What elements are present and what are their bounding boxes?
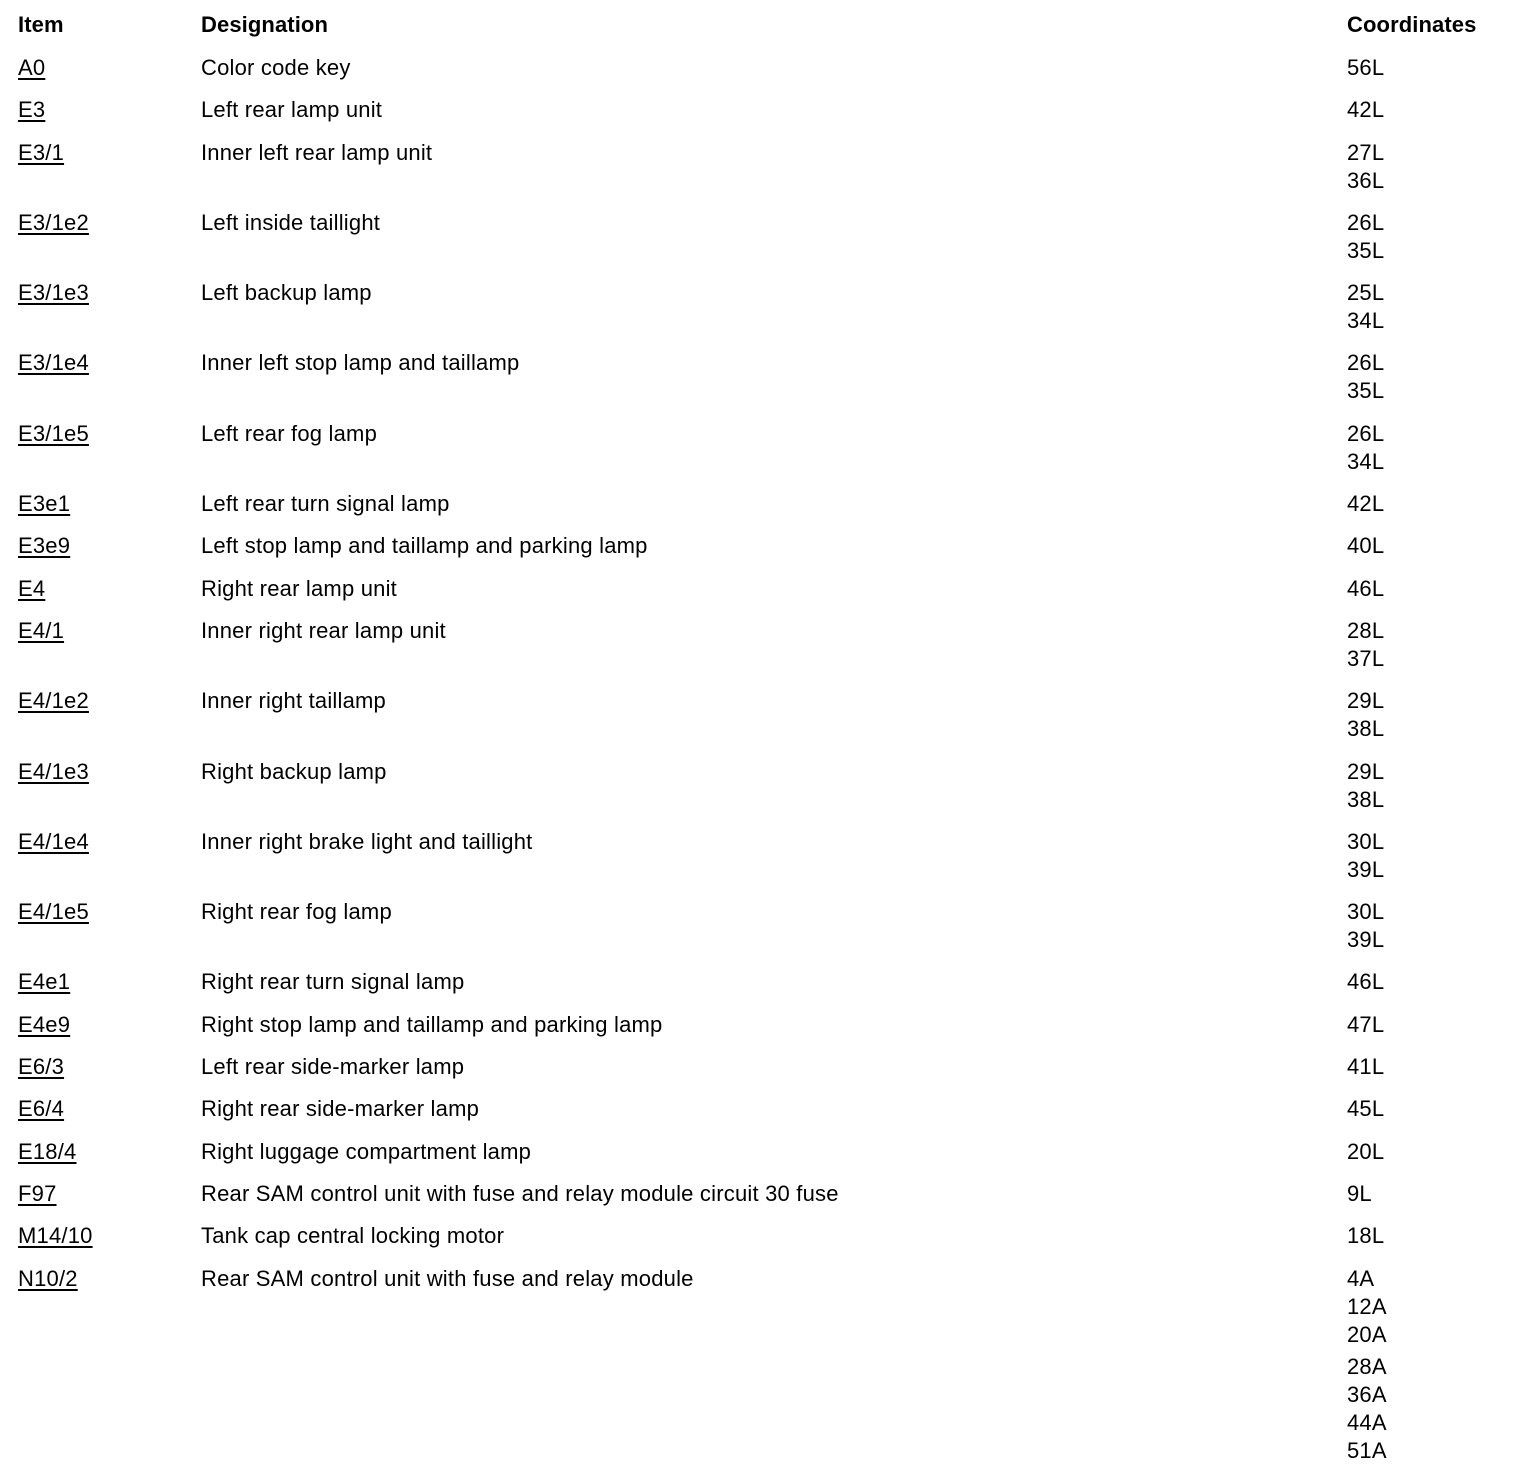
coordinates-cell xyxy=(1347,617,1508,673)
table-row xyxy=(18,1138,1508,1166)
table-row xyxy=(18,1095,1508,1123)
coordinates-cell xyxy=(1347,1095,1508,1123)
item-link[interactable]: E3 xyxy=(18,97,46,123)
designation-cell xyxy=(201,532,1347,560)
designation-cell xyxy=(201,349,1347,377)
coordinates-cell xyxy=(1347,1138,1508,1166)
designation-text: Right rear turn signal lamp xyxy=(201,969,465,995)
designation-text: Right backup lamp xyxy=(201,758,387,784)
header-coordinates-cell xyxy=(1347,11,1508,39)
header-designation: Designation xyxy=(201,12,328,37)
item-cell xyxy=(18,139,201,167)
designation-cell xyxy=(201,1011,1347,1039)
designation-text: Right rear fog lamp xyxy=(201,899,392,925)
item-cell xyxy=(18,898,201,926)
item-cell xyxy=(18,209,201,237)
coordinate-value: 46L xyxy=(1347,575,1385,601)
designation-cell xyxy=(201,1053,1347,1081)
table-row xyxy=(18,96,1508,124)
coordinates-cell xyxy=(1347,532,1508,560)
item-cell xyxy=(18,828,201,856)
table-row xyxy=(18,349,1508,405)
coordinates-cell xyxy=(1347,898,1508,954)
table-row xyxy=(18,1180,1508,1208)
designation-text: Inner left rear lamp unit xyxy=(201,139,433,165)
item-cell xyxy=(18,575,201,603)
coordinates-cell xyxy=(1347,828,1508,884)
coordinates-cell xyxy=(1347,279,1508,335)
designation-text: Left stop lamp and taillamp and parking lamp xyxy=(201,533,648,559)
item-cell xyxy=(18,54,201,82)
item-cell xyxy=(18,1053,201,1081)
item-link[interactable]: E4e1 xyxy=(18,969,71,995)
item-cell xyxy=(18,1138,201,1166)
coordinate-value: 26L xyxy=(1347,350,1385,376)
coordinate-value: 20A xyxy=(1347,1321,1387,1347)
designation-text: Left backup lamp xyxy=(201,280,372,306)
item-link[interactable]: E4 xyxy=(18,575,46,601)
designation-cell xyxy=(201,898,1347,926)
coordinates-cell xyxy=(1347,1053,1508,1081)
item-cell xyxy=(18,1222,201,1250)
item-link[interactable]: E3/1 xyxy=(18,139,65,165)
table-row xyxy=(18,1222,1508,1250)
item-cell xyxy=(18,96,201,124)
coordinate-value: 36L xyxy=(1347,167,1385,193)
coordinate-value: 26L xyxy=(1347,209,1385,235)
designation-cell xyxy=(201,828,1347,856)
coordinates-cell xyxy=(1347,1180,1508,1208)
coordinate-value: 34L xyxy=(1347,448,1385,474)
designation-text: Inner right brake light and taillight xyxy=(201,828,533,854)
item-link[interactable]: A0 xyxy=(18,55,46,80)
coordinates-cell xyxy=(1347,575,1508,603)
coordinates-cell xyxy=(1347,1222,1508,1250)
item-link[interactable]: E3/1e4 xyxy=(18,350,89,376)
table-row xyxy=(18,420,1508,476)
table-row xyxy=(18,575,1508,603)
coordinates-cell xyxy=(1347,968,1508,996)
coordinate-value: 20L xyxy=(1347,1138,1385,1164)
designation-cell xyxy=(201,54,1347,82)
coordinates-cell xyxy=(1347,490,1508,518)
table-row xyxy=(18,279,1508,335)
item-link[interactable]: E6/4 xyxy=(18,1096,65,1122)
designation-text: Left rear turn signal lamp xyxy=(201,491,450,517)
table-row xyxy=(18,139,1508,195)
coordinate-value: 34L xyxy=(1347,308,1385,334)
coordinate-value: 47L xyxy=(1347,1011,1385,1037)
item-cell xyxy=(18,1180,201,1208)
coordinates-cell xyxy=(1347,1011,1508,1039)
item-link[interactable]: E3e1 xyxy=(18,491,71,517)
table-row xyxy=(18,617,1508,673)
coordinate-value: 38L xyxy=(1347,786,1385,812)
designation-text: Inner right taillamp xyxy=(201,688,386,714)
designation-cell xyxy=(201,420,1347,448)
coordinate-value: 38L xyxy=(1347,716,1385,742)
table-row xyxy=(18,687,1508,743)
table-row xyxy=(18,898,1508,954)
item-link[interactable]: E4/1e3 xyxy=(18,758,89,784)
item-cell xyxy=(18,1265,201,1293)
coordinate-value: 42L xyxy=(1347,491,1385,517)
designation-cell xyxy=(201,139,1347,167)
item-cell xyxy=(18,758,201,786)
designation-text: Inner right rear lamp unit xyxy=(201,617,446,643)
coordinate-value: 18L xyxy=(1347,1223,1385,1249)
designation-cell xyxy=(201,279,1347,307)
designation-cell xyxy=(201,758,1347,786)
coordinate-value: 9L xyxy=(1347,1180,1372,1206)
header-coordinates: Coordinates xyxy=(1347,12,1477,37)
table-row xyxy=(18,1053,1508,1081)
coordinate-value: 46L xyxy=(1347,969,1385,995)
item-link[interactable]: E4/1e4 xyxy=(18,828,89,854)
designation-text: Rear SAM control unit with fuse and relay module xyxy=(201,1265,694,1291)
designation-text: Tank cap central locking motor xyxy=(201,1223,505,1249)
item-link[interactable]: E18/4 xyxy=(18,1138,77,1164)
item-cell xyxy=(18,687,201,715)
designation-text: Right rear side-marker lamp xyxy=(201,1096,480,1122)
item-cell xyxy=(18,968,201,996)
header-item-cell xyxy=(18,11,201,39)
coordinate-value: 51A xyxy=(1347,1437,1387,1463)
designation-text: Right luggage compartment lamp xyxy=(201,1138,532,1164)
coordinates-cell xyxy=(1347,96,1508,124)
designation-cell xyxy=(201,617,1347,645)
coordinate-value: 39L xyxy=(1347,856,1385,882)
item-link[interactable]: E4/1e5 xyxy=(18,899,89,925)
item-link[interactable]: E3e9 xyxy=(18,533,71,559)
item-cell xyxy=(18,490,201,518)
coordinate-value: 30L xyxy=(1347,899,1385,925)
coordinate-value: 40L xyxy=(1347,533,1385,559)
coordinate-value: 28A xyxy=(1347,1353,1387,1379)
coordinate-value: 35L xyxy=(1347,237,1385,263)
designation-cell xyxy=(201,1138,1347,1166)
item-link[interactable]: E4/1e2 xyxy=(18,688,89,714)
table-row xyxy=(18,209,1508,265)
coordinate-value: 37L xyxy=(1347,645,1385,671)
header-designation-cell xyxy=(201,11,1347,39)
table-row xyxy=(18,1011,1508,1039)
item-link[interactable]: E6/3 xyxy=(18,1054,65,1080)
designation-cell xyxy=(201,209,1347,237)
coordinates-cell xyxy=(1347,139,1508,195)
table-row xyxy=(18,1265,1508,1465)
item-cell xyxy=(18,1011,201,1039)
coordinate-value: 39L xyxy=(1347,927,1385,953)
item-link[interactable]: E4e9 xyxy=(18,1011,71,1037)
coordinate-value: 28L xyxy=(1347,617,1385,643)
coordinate-value: 36A xyxy=(1347,1381,1387,1407)
designation-cell xyxy=(201,687,1347,715)
coordinates-cell xyxy=(1347,209,1508,265)
coordinate-value: 44A xyxy=(1347,1409,1387,1435)
item-cell xyxy=(18,279,201,307)
coordinate-value: 26L xyxy=(1347,420,1385,446)
designation-cell xyxy=(201,1222,1347,1250)
table-row xyxy=(18,758,1508,814)
header-item: Item xyxy=(18,12,64,37)
coordinate-value: 42L xyxy=(1347,97,1385,123)
coordinate-value: 56L xyxy=(1347,55,1385,80)
designation-text: Inner left stop lamp and taillamp xyxy=(201,350,520,376)
coordinate-value: 35L xyxy=(1347,378,1385,404)
item-cell xyxy=(18,349,201,377)
designation-text: Left rear side-marker lamp xyxy=(201,1054,465,1080)
coordinate-value: 29L xyxy=(1347,688,1385,714)
coordinates-cell xyxy=(1347,1265,1508,1465)
designation-text: Right rear lamp unit xyxy=(201,575,397,601)
table-row xyxy=(18,532,1508,560)
designation-text: Left rear lamp unit xyxy=(201,97,383,123)
item-link[interactable]: M14/10 xyxy=(18,1223,93,1249)
table-row xyxy=(18,968,1508,996)
item-link[interactable]: N10/2 xyxy=(18,1265,78,1291)
designation-cell xyxy=(201,968,1347,996)
coordinate-value: 25L xyxy=(1347,280,1385,306)
item-link[interactable]: E3/1e2 xyxy=(18,209,89,235)
table-row xyxy=(18,828,1508,884)
table-row xyxy=(18,490,1508,518)
component-legend-table xyxy=(18,11,1508,1479)
designation-text: Rear SAM control unit with fuse and relay module circuit 30 fuse xyxy=(201,1180,839,1206)
coordinates-cell xyxy=(1347,420,1508,476)
table-row xyxy=(18,54,1508,82)
designation-text: Right stop lamp and taillamp and parking lamp xyxy=(201,1011,663,1037)
table-header xyxy=(18,11,1508,54)
item-cell xyxy=(18,420,201,448)
designation-text: Left inside taillight xyxy=(201,209,381,235)
coordinates-cell xyxy=(1347,758,1508,814)
coordinate-value: 45L xyxy=(1347,1096,1385,1122)
coordinates-cell xyxy=(1347,349,1508,405)
table-body xyxy=(18,54,1508,1465)
designation-cell xyxy=(201,490,1347,518)
item-cell xyxy=(18,1095,201,1123)
designation-cell xyxy=(201,1265,1347,1293)
designation-text: Left rear fog lamp xyxy=(201,420,378,446)
item-link[interactable]: E3/1e3 xyxy=(18,280,89,306)
designation-cell xyxy=(201,1095,1347,1123)
coordinate-value: 41L xyxy=(1347,1054,1385,1080)
item-cell xyxy=(18,532,201,560)
designation-text: Color code key xyxy=(201,55,351,80)
coordinate-value: 27L xyxy=(1347,139,1385,165)
designation-cell xyxy=(201,1180,1347,1208)
coordinate-value: 12A xyxy=(1347,1293,1387,1319)
coordinate-value: 29L xyxy=(1347,758,1385,784)
item-link[interactable]: E4/1 xyxy=(18,617,65,643)
coordinates-cell xyxy=(1347,687,1508,743)
coordinate-value: 4A xyxy=(1347,1265,1375,1291)
item-cell xyxy=(18,617,201,645)
item-link[interactable]: E3/1e5 xyxy=(18,420,89,446)
coordinates-cell xyxy=(1347,54,1508,82)
item-link[interactable]: F97 xyxy=(18,1180,57,1206)
designation-cell xyxy=(201,96,1347,124)
coordinate-value: 30L xyxy=(1347,828,1385,854)
designation-cell xyxy=(201,575,1347,603)
